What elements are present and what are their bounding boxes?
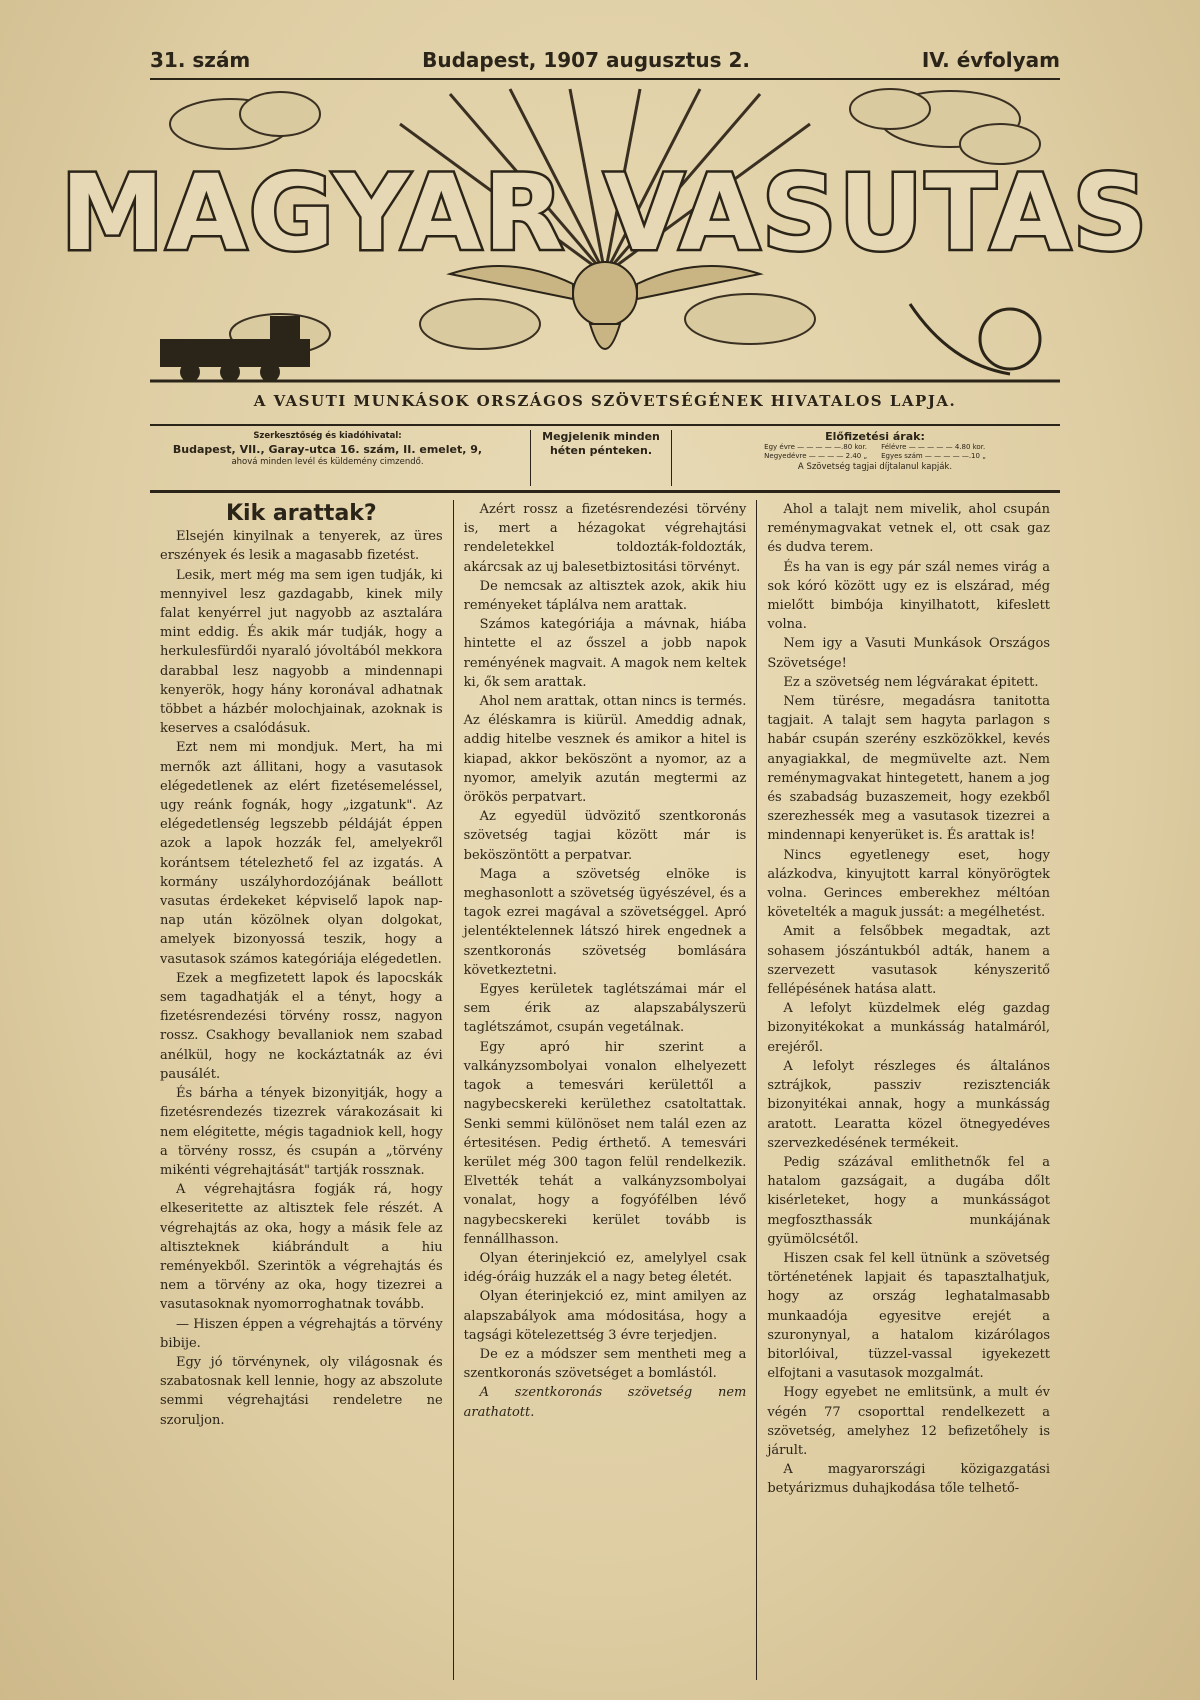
paragraph: Amit a felsőbbek megadtak, azt sohasem jószántukból adták, hanem a szervezett vasutasok kényszeritő fellépésének hatása alatt. — [767, 924, 1051, 998]
paragraph: A lefolyt küzdelmek elég gazdag bizonyitékokat a munkásság hatalmáról, erejéről. — [767, 1001, 1051, 1055]
paragraph: Egyes kerületek taglétszámai már el sem érik az alapszabályszerü taglétszámot, csupán vegetálnak. — [463, 982, 747, 1036]
paragraph: Hogy egyebet ne emlitsünk, a mult év végén 77 csoporttal rendelkezett a szövetség, amelyhez 12 befizetőhely is járult. — [767, 1385, 1051, 1458]
column-2 — [453, 500, 757, 1680]
editorial-info — [150, 430, 505, 486]
issue-number: 31. szám — [150, 48, 251, 72]
paragraph: De ez a módszer sem mentheti meg a szentkoronás szövetséget a bomlástól. — [463, 1346, 747, 1382]
article-columns — [150, 500, 1060, 1680]
price-year: Egy évre — — — — —.80 kor. — [764, 443, 867, 451]
masthead-illustration — [60, 84, 1150, 384]
paragraph: Ahol nem arattak, ottan nincs is termés. Az éléskamra is kiürül. Ameddig adnak, addig hitelbe vesznek és amikor a hitel is kiapad, akkor beköszönt a nyomor, az a nyomor, amelyik azután megtermi az örökös perpatvart. — [463, 694, 747, 806]
paragraph: Hiszen csak fel kell ütnünk a szövetség történetének lapjait és tapasztalhatjuk, hogy az ország leghatalmasabb munkaadója egyesitve erejét a szuronynyal, a hatalom kizárólagos bitorlóival, tüzzel-vassal igyekezett elfojtani a vasutasok mozgalmát. — [767, 1250, 1051, 1382]
paragraph: Maga a szövetség elnöke is meghasonlott a szövetség ügyészével, és a tagok ezrei magával a szövetséggel. Apró jelentéktelennek látszó hirek engednek a szentkoronás szövetség bomlására következtetni. — [463, 866, 747, 978]
paragraph: A végrehajtásra fogják rá, hogy elkeseritette az altisztek fele részét. A végrehajtás az oka, hogy a másik fele az altiszteknek kiábrándult a hiu reményekből. Szerintök a végrehajtás és nem a törvény az oka, hogy tizezrei a vasutasoknak nyomorroghatnak tovább. — [160, 1182, 443, 1313]
editorial-address: Budapest, VII., Garay-utca 16. szám, II. emelet, 9, — [172, 443, 483, 456]
paragraph: Azért rossz a fizetésrendezési törvény is, mert a hézagokat végrehajtási rendeletekkel toldozták-foldozták, akárcsak az uj balesetbiztositási törvényt. — [463, 502, 747, 575]
paragraph: Egy apró hir szerint a valkányzsombolyai vonalon elhelyezett tagok a temesvári kerülettől a nagybecskereki kerülethez csatoltattak. Senki semmi különöset nem talál ezen az értesitésen. Pedig érthető. A temesvári kerület még 300 tagon felül rendelkezik. Elvették tehát a valkányzsombolyai vonalat, hogy a fogyófélben lévő nagybecskereki kerület tovább is fennállhasson. — [463, 1039, 747, 1247]
paragraph: De nemcsak az altisztek azok, akik hiu reményeket táplálva nem arattak. — [463, 578, 747, 614]
paragraph: A szentkoronás szövetség nem arathatott. — [463, 1385, 747, 1420]
paragraph: Nem türésre, megadásra tanitotta tagjait. A talajt sem hagyta parlagon s habár csupán szerény eszközökkel, kevés anyagiakkal, de megmüvelte azt. Nem reménymagvakat hintegetett, hanem a jog és szabadság buzaszemeit, hogy ezekből szerezhessék meg a vasutasok tizezrei a mindennapi kenyerüket is. És arattak is! — [767, 694, 1051, 844]
dateline: Budapest, 1907 augusztus 2. — [422, 48, 750, 72]
header-rule — [150, 78, 1060, 80]
price-half: Félévre — — — — — 4.80 kor. — [881, 443, 986, 451]
info-rule — [150, 490, 1060, 493]
paragraph: Ezek a megfizetett lapok és lapocskák sem tagadhatják el a tényt, hogy a fizetésrendezési törvény rossz, nagyon rossz. Csakhogy bevallaniok nem szabad anélkül, hogy ne kockáztatnák az évi pausálét. — [160, 970, 443, 1082]
subscription-info — [690, 430, 1060, 486]
article-headline: Kik arattak? — [225, 501, 377, 526]
price-quarter: Negyedévre — — — — 2.40 „ — [764, 452, 868, 460]
top-header — [150, 44, 1060, 76]
paragraph: Lesik, mert még ma sem igen tudják, ki mennyivel lesz gazdagabb, kinek mily falat kenyérrel jut nagyobb az asztalára mint eddig. És akik már tudják, hogy a herkulesfürdői nyaraló jóvoltából mekkora darabbal lesz nagyobb a mindennapi kenyerök, hogy hány koronával adhatnak többet a házbér molochjainak, azoknak is keserves a csalódásuk. — [160, 567, 443, 737]
masthead-subtitle: A VASUTI MUNKÁSOK ORSZÁGOS SZÖVETSÉGÉNEK HIVATALOS LAPJA. — [253, 392, 957, 410]
volume-number: IV. évfolyam — [921, 48, 1060, 72]
paragraph: Ez a szövetség nem légvárakat épitett. — [783, 674, 1039, 690]
paragraph: Olyan éterinjekció ez, amelylyel csak idég-óráig huzzák el a nagy beteg életét. — [463, 1250, 747, 1286]
paragraph: Az egyedül üdvözitő szentkoronás szövetség tagjai között már is beköszöntött a perpatvar. — [463, 809, 747, 863]
paragraph: Olyan éterinjekció ez, mint amilyen az alapszabályok ama módositása, hogy a tagsági kötelezettség 3 évre terjedjen. — [463, 1289, 747, 1343]
price-single: Egyes szám — — — — —.10 „ — [881, 452, 986, 460]
paragraph: Nincs egyetlenegy eset, hogy alázkodva, kinyujtott karral könyörögtek volna. Gerinces emberekhez méltóan követelték a maguk jussát: a megélhetést. — [767, 847, 1051, 921]
column-3 — [756, 500, 1060, 1680]
paragraph: Számos kategóriája a mávnak, hiába hintette el az ősszel a jobb napok reményének magvait. A magok nem keltek ki, ők sem arattak. — [463, 617, 747, 690]
paragraph: A magyarországi közigazgatási betyárizmus duhajkodása tőle telhető- — [767, 1462, 1051, 1497]
paragraph: Ahol a talajt nem mivelik, ahol csupán reménymagvakat vetnek el, ott csak gaz és dudva terem. — [767, 502, 1051, 556]
paragraph: És bárha a tények bizonyitják, hogy a fizetésrendezés tizezrek várakozásait ki nem elégitette, mégis tagadniok kell, hogy a törvény rossz, és csupán a „törvény mikénti végrehajtását" tartják rossznak. — [160, 1086, 443, 1178]
masthead-title: MAGYAR VASUTAS — [60, 152, 1150, 274]
editorial-heading: Szerkesztőség és kiadóhivatal: — [253, 431, 402, 441]
paragraph: Nem igy a Vasuti Munkások Országos Szövetsége! — [767, 636, 1051, 671]
paragraph: Pedig százával emlithetnők fel a hatalom gazságait, a dugába dőlt kisérleteket, hogy a munkásságot megfoszthassák munkájának gyümölcsétől. — [767, 1154, 1051, 1247]
paragraph: Egy jó törvénynek, oly világosnak és szabatosnak kell lennie, hogy az abszolute semmi végrehajtási rendeletre ne szoruljon. — [160, 1354, 443, 1428]
prices-note: A Szövetség tagjai díjtalanul kapják. — [797, 462, 953, 472]
subtitle-rule — [150, 424, 1060, 426]
paragraph: Ezt nem mi mondjuk. Mert, ha mi mernők azt állitani, hogy a vasutasok elégedetlenek az elért fizetésemeléssel, ugy reánk fognák, hogy „izgatunk". Az elégedetlenség legszebb példáját éppen azok a lapok hozzák fel, amelyekről korántsem tételezhető fel az izgatás. A kormány uszályhordozójának beállott vasutas érdekeket képviselő lapok nap-nap után közölnek olyan dolgokat, amelyek bizonyossá teszik, hogy a vasutasok számos kategóriája elégedetlen. — [160, 740, 443, 967]
publication-info: Megjelenik minden héten pénteken. — [530, 430, 672, 486]
prices-heading: Előfizetési árak: — [825, 430, 925, 443]
column-1 — [150, 500, 453, 1680]
editorial-note: ahová minden levél és küldemény cimzendő. — [231, 457, 424, 467]
paragraph: Elsején kinyilnak a tenyerek, az üres erszények és lesik a magasabb fizetést. — [160, 529, 443, 564]
paragraph: — Hiszen éppen a végrehajtás a törvény bibije. — [160, 1316, 443, 1351]
paragraph: És ha van is egy pár szál nemes virág a sok kóró között ugy ez is elszárad, még mielőtt bimbója kinyilhatott, kifeslett volna. — [767, 559, 1051, 633]
paragraph: A lefolyt részleges és általános sztrájkok, passziv rezisztenciák bizonyitékai annak, hogy a munkásság aratott. Learatta közel ötnegyedéves szervezkedésének termékeit. — [767, 1058, 1051, 1151]
